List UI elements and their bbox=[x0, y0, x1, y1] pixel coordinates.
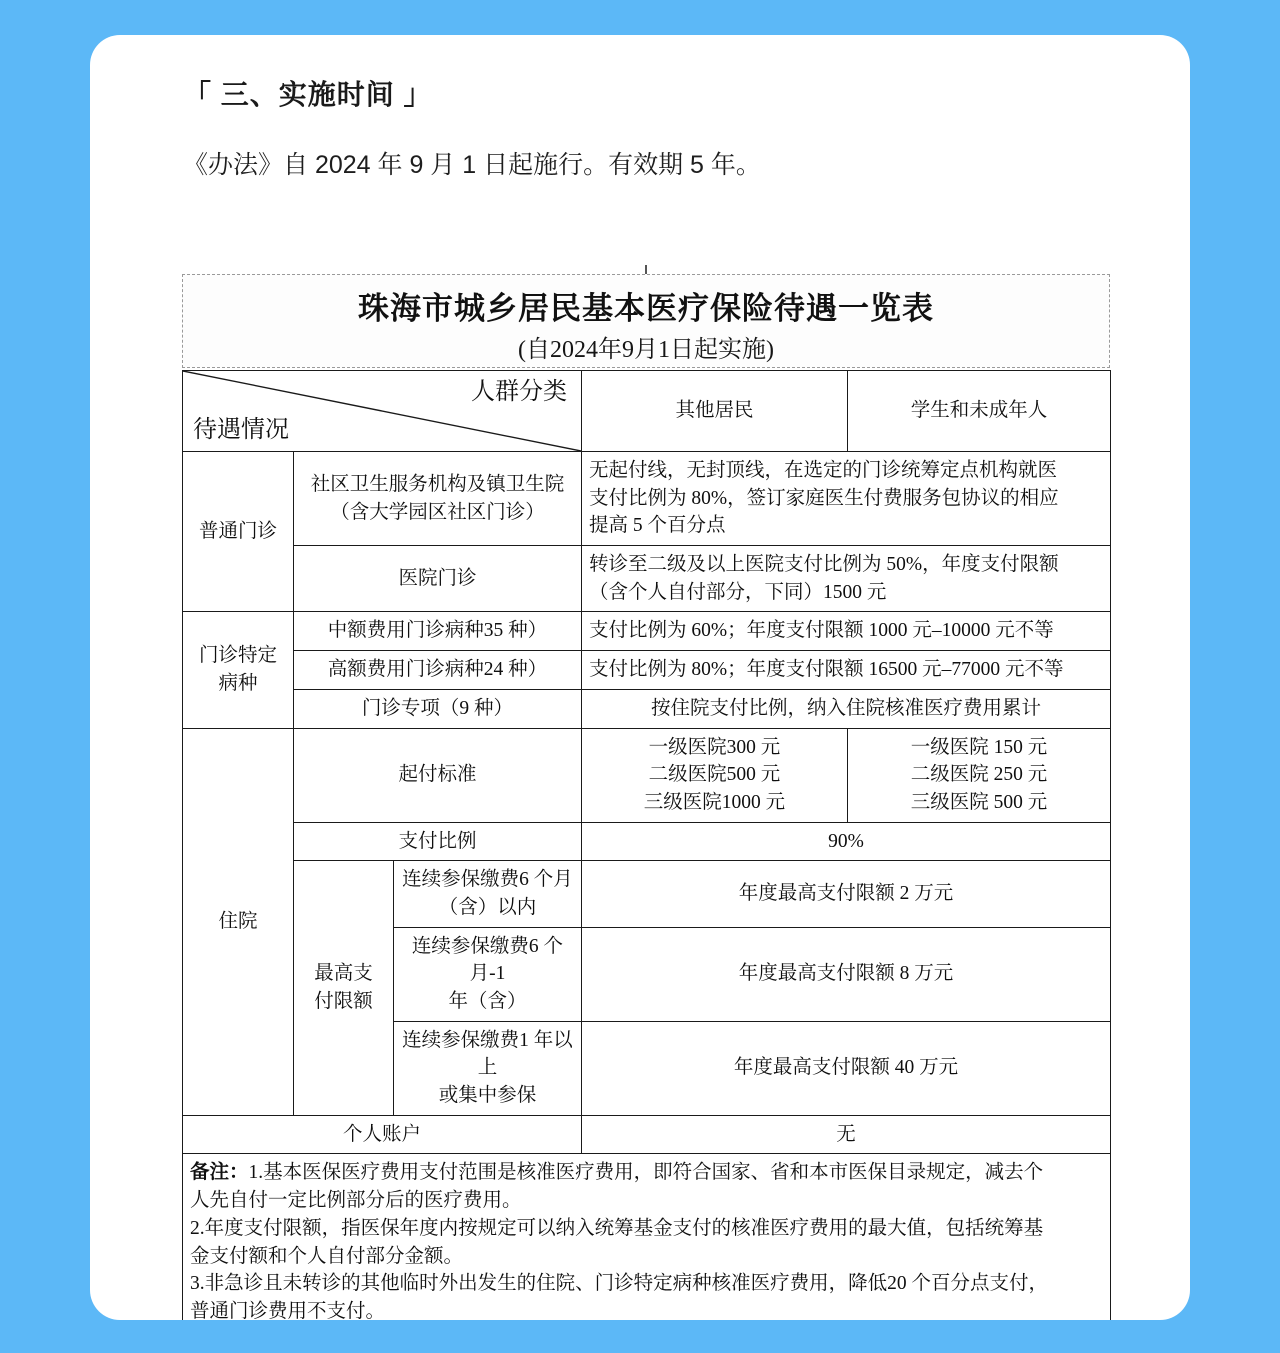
item-high-cost-diseases: 高额费用门诊病种24 种） bbox=[294, 651, 582, 690]
subgroup-label-line: 付限额 bbox=[314, 991, 373, 1012]
value-deductible-other bbox=[582, 728, 848, 822]
item-line: 连续参保缴费1 年以上 bbox=[402, 1029, 573, 1079]
value-line: 无起付线，无封顶线，在选定的门诊统筹定点机构就医 bbox=[589, 460, 1058, 481]
table-row bbox=[183, 546, 1111, 612]
notes-line: 2.年度支付限额，指医保年度内按规定可以纳入统筹基金支付的核准医疗费用的最大值，包括统筹基 bbox=[190, 1217, 1044, 1239]
notes-line: 人先自付一定比例部分后的医疗费用。 bbox=[190, 1190, 522, 1212]
benefits-table-wrapper bbox=[182, 370, 1110, 1320]
item-line: 社区卫生服务机构及镇卫生院 bbox=[310, 473, 565, 495]
section-label-line: 门诊特定 bbox=[198, 645, 277, 667]
item-community-clinic bbox=[294, 452, 582, 546]
table-row bbox=[183, 612, 1111, 651]
item-outpatient-special-items: 门诊专项（9 种） bbox=[294, 689, 582, 728]
item-line: （含大学园区社区门诊） bbox=[330, 501, 545, 523]
section-label-general-outpatient bbox=[183, 452, 294, 612]
value-line: 转诊至二级及以上医院支付比例为 50%，年度支付限额 bbox=[589, 554, 1059, 576]
value-hospital-outpatient bbox=[582, 546, 1111, 612]
table-row bbox=[183, 728, 1111, 822]
value-deductible-student bbox=[848, 728, 1111, 822]
header-group-label: 人群分类 bbox=[471, 379, 567, 405]
item-line: 连续参保缴费6 个月-1 bbox=[411, 935, 564, 985]
table-title: 珠海市城乡居民基本医疗保险待遇一览表 bbox=[358, 291, 934, 326]
item-line: 年（含） bbox=[448, 991, 527, 1012]
table-row bbox=[183, 1115, 1111, 1154]
subgroup-label-max-payment-limit bbox=[294, 861, 394, 1116]
item-contrib-6-months-to-1-year bbox=[394, 927, 582, 1021]
table-row bbox=[183, 452, 1111, 546]
table-row bbox=[183, 651, 1111, 690]
title-tick-mark bbox=[645, 265, 647, 274]
value-line: 三级医院 500 元 bbox=[910, 791, 1048, 813]
value-line: 一级医院 150 元 bbox=[910, 736, 1048, 758]
value-line: 二级医院 250 元 bbox=[910, 764, 1048, 786]
notes-line: 1.基本医保医疗费用支付范围是核准医疗费用，即符合国家、省和本市医保目录规定，减去个 bbox=[248, 1162, 1044, 1184]
notes-line: 普通门诊费用不支付。 bbox=[190, 1300, 386, 1320]
table-row bbox=[183, 822, 1111, 861]
table-title-box bbox=[182, 274, 1110, 368]
section-label-text: 普通门诊 bbox=[198, 520, 277, 542]
item-hospital-outpatient: 医院门诊 bbox=[294, 546, 582, 612]
subgroup-label-line: 最高支 bbox=[314, 963, 373, 985]
page-heading: 「 三、实施时间 」 bbox=[183, 79, 433, 110]
item-line: 连续参保缴费6 个月 bbox=[402, 869, 573, 891]
column-header-other-residents: 其他居民 bbox=[582, 371, 848, 452]
value-line: 提高 5 个百分点 bbox=[589, 515, 726, 537]
value-limit-over-1-year: 年度最高支付限额 40 万元 bbox=[582, 1021, 1111, 1115]
content-card bbox=[90, 35, 1190, 1320]
column-header-students: 学生和未成年人 bbox=[848, 371, 1111, 452]
section-label-special-outpatient bbox=[183, 612, 294, 728]
table-header-row bbox=[183, 371, 1111, 452]
value-line: 三级医院1000 元 bbox=[643, 791, 786, 813]
item-line: （含）以内 bbox=[438, 896, 537, 918]
table-notes-row bbox=[183, 1154, 1111, 1320]
value-mid-cost-diseases: 支付比例为 60%；年度支付限额 1000 元–10000 元不等 bbox=[582, 612, 1111, 651]
notes-line: 金支付额和个人自付部分金额。 bbox=[190, 1245, 464, 1267]
value-limit-6-months-to-1-year: 年度最高支付限额 8 万元 bbox=[582, 927, 1111, 1021]
value-line: 支付比例为 80%，签订家庭医生付费服务包协议的相应 bbox=[589, 487, 1059, 509]
item-line: 或集中参保 bbox=[438, 1085, 537, 1107]
item-personal-account: 个人账户 bbox=[183, 1115, 582, 1154]
value-payment-ratio: 90% bbox=[582, 822, 1111, 861]
value-high-cost-diseases: 支付比例为 80%；年度支付限额 16500 元–77000 元不等 bbox=[582, 651, 1111, 690]
item-contrib-under-6-months bbox=[394, 861, 582, 927]
item-contrib-over-1-year bbox=[394, 1021, 582, 1115]
value-line: 二级医院500 元 bbox=[648, 764, 781, 786]
table-subtitle: (自2024年9月1日起实施) bbox=[518, 337, 774, 363]
table-row bbox=[183, 861, 1111, 927]
value-personal-account: 无 bbox=[582, 1115, 1111, 1154]
item-mid-cost-diseases: 中额费用门诊病种35 种） bbox=[294, 612, 582, 651]
section-label-text: 住院 bbox=[218, 910, 258, 932]
table-notes bbox=[183, 1154, 1111, 1320]
header-corner-cell bbox=[183, 371, 582, 452]
item-deductible-standard: 起付标准 bbox=[294, 728, 582, 822]
value-line: （含个人自付部分，下同）1500 元 bbox=[589, 581, 887, 603]
value-line: 一级医院300 元 bbox=[648, 736, 781, 758]
table-row bbox=[183, 689, 1111, 728]
effective-date-paragraph: 《办法》自 2024 年 9 月 1 日起施行。有效期 5 年。 bbox=[183, 151, 761, 179]
item-payment-ratio: 支付比例 bbox=[294, 822, 582, 861]
value-outpatient-special-items: 按住院支付比例，纳入住院核准医疗费用累计 bbox=[582, 689, 1111, 728]
value-limit-under-6-months: 年度最高支付限额 2 万元 bbox=[582, 861, 1111, 927]
section-label-line: 病种 bbox=[218, 672, 258, 694]
notes-line: 3.非急诊且未转诊的其他临时外出发生的住院、门诊特定病种核准医疗费用，降低20 个百分点支付， bbox=[190, 1273, 1049, 1295]
section-label-inpatient bbox=[183, 728, 294, 1115]
value-community-clinic bbox=[582, 452, 1111, 546]
header-benefit-label: 待遇情况 bbox=[193, 416, 289, 443]
notes-label: 备注： bbox=[190, 1162, 249, 1184]
benefits-table bbox=[182, 370, 1111, 1320]
